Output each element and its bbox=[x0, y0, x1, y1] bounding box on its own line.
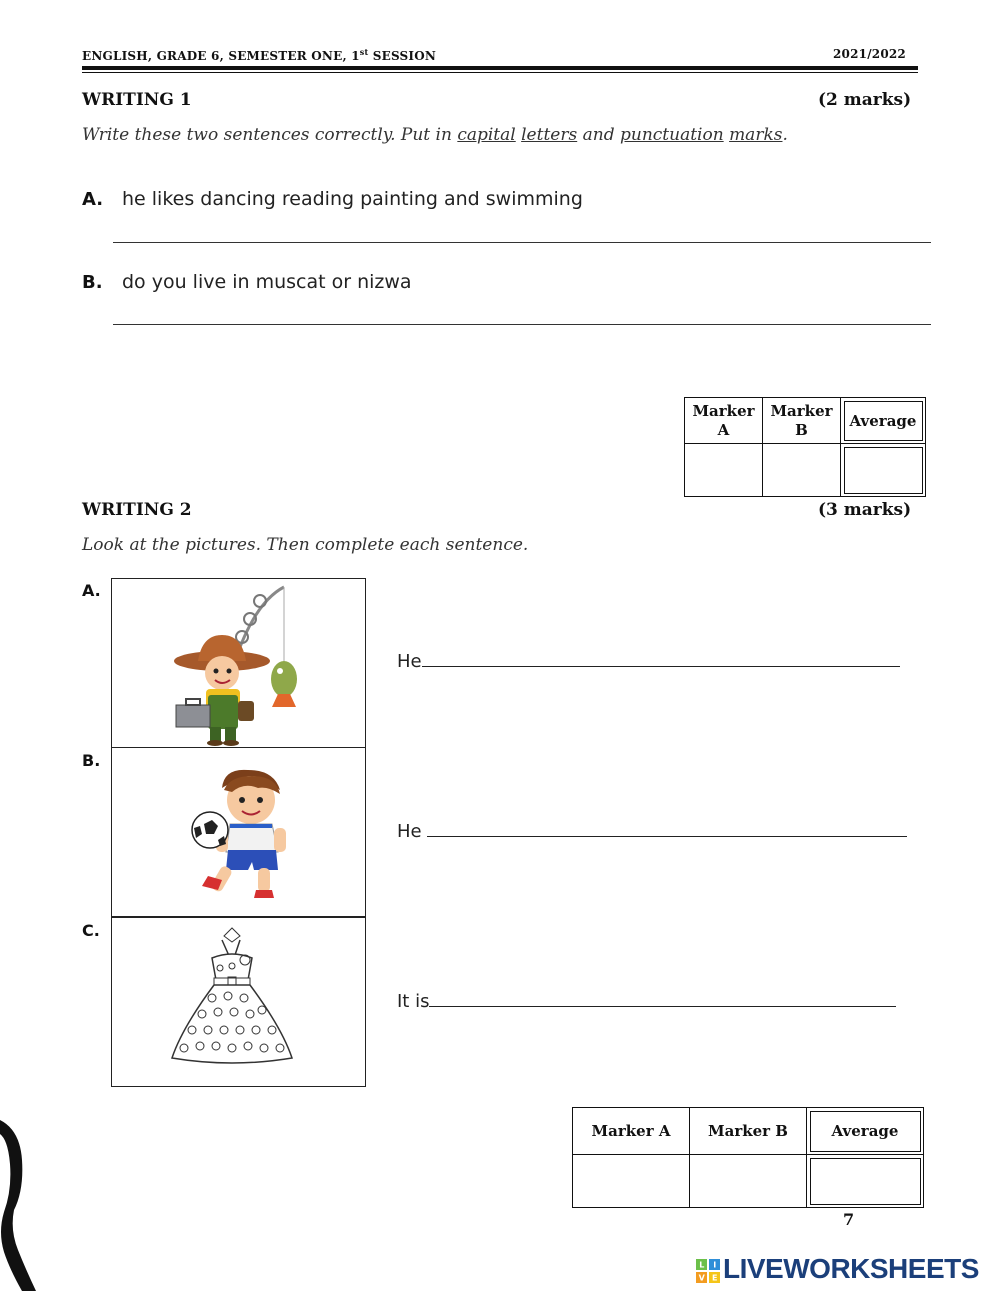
writing1-title: WRITING 1 bbox=[82, 90, 192, 110]
sentence-a-prompt: He bbox=[397, 651, 422, 672]
logo-letter: L bbox=[699, 1260, 704, 1270]
sentence-a-blank[interactable] bbox=[422, 652, 900, 667]
sentence-b bbox=[397, 821, 907, 842]
header-rule-thick bbox=[82, 66, 918, 70]
sentence-c bbox=[397, 991, 896, 1012]
logo-letter: V bbox=[698, 1273, 705, 1283]
marker-b-header: Marker B bbox=[690, 1108, 807, 1155]
marker-a-score-cell[interactable] bbox=[573, 1155, 690, 1208]
instruction-text: and bbox=[577, 125, 620, 145]
page-number: 7 bbox=[843, 1210, 855, 1229]
writing1-marks: (2 marks) bbox=[818, 90, 912, 110]
marker-b-score-cell[interactable] bbox=[690, 1155, 807, 1208]
marker-b-score-cell[interactable] bbox=[763, 444, 841, 497]
header-rule-thin bbox=[82, 72, 918, 73]
writing2-instruction: Look at the pictures. Then complete each sentence. bbox=[82, 535, 529, 555]
instruction-text: . bbox=[782, 125, 788, 145]
average-header: Average bbox=[807, 1108, 924, 1155]
marker-a-header bbox=[685, 398, 763, 444]
marker-b-line2: B bbox=[795, 420, 808, 439]
sentence-c-prompt: It is bbox=[397, 991, 430, 1012]
brand-text: LIVEWORKSHEETS bbox=[723, 1253, 979, 1284]
document-header-title bbox=[82, 47, 436, 63]
marker-b-line1: Marker bbox=[770, 401, 833, 420]
picture-b-label: B. bbox=[82, 751, 101, 770]
writing1-marks-table bbox=[684, 397, 926, 497]
writing2-marks-table bbox=[572, 1107, 924, 1208]
header-title-text: ENGLISH, GRADE 6, SEMESTER ONE, 1 bbox=[82, 49, 360, 63]
marker-a-line2: A bbox=[717, 420, 730, 439]
question-b-text: do you live in muscat or nizwa bbox=[122, 271, 412, 293]
picture-b-frame bbox=[111, 747, 366, 917]
liveworksheets-logo-icon bbox=[696, 1259, 720, 1283]
instruction-underlined-word: letters bbox=[521, 125, 578, 145]
question-a-text: he likes dancing reading painting and swimming bbox=[122, 188, 583, 210]
sentence-b-prompt: He bbox=[397, 821, 428, 842]
instruction-underlined-word: capital bbox=[457, 125, 516, 145]
average-score-cell[interactable] bbox=[807, 1155, 924, 1208]
liveworksheets-brand[interactable] bbox=[696, 1253, 979, 1285]
answer-line-b[interactable] bbox=[113, 324, 931, 325]
logo-letter: I bbox=[713, 1260, 716, 1270]
polka-dot-dress-illustration bbox=[112, 918, 365, 1086]
instruction-underlined-word: marks bbox=[729, 125, 783, 145]
question-a-label: A. bbox=[82, 189, 104, 210]
marker-a-line1: Marker bbox=[692, 401, 755, 420]
header-session-text: SESSION bbox=[368, 49, 437, 63]
marker-a-score-cell[interactable] bbox=[685, 444, 763, 497]
writing2-marks: (3 marks) bbox=[818, 500, 912, 520]
marker-b-header bbox=[763, 398, 841, 444]
writing1-instruction bbox=[82, 125, 788, 145]
answer-line-a[interactable] bbox=[113, 242, 931, 243]
logo-letter: E bbox=[712, 1273, 717, 1283]
document-header-year: 2021/2022 bbox=[833, 47, 906, 61]
marker-a-header: Marker A bbox=[573, 1108, 690, 1155]
writing2-title: WRITING 2 bbox=[82, 500, 192, 520]
instruction-text: Write these two sentences correctly. Put in bbox=[82, 125, 458, 145]
sentence-b-blank[interactable] bbox=[427, 822, 907, 837]
football-boy-illustration bbox=[112, 748, 365, 916]
average-score-cell[interactable] bbox=[841, 444, 926, 497]
fisherman-boy-illustration bbox=[112, 579, 365, 747]
picture-a-frame bbox=[111, 578, 366, 748]
margin-binding-mark bbox=[0, 1120, 45, 1291]
picture-a-label: A. bbox=[82, 581, 101, 600]
header-title-sup: st bbox=[359, 47, 369, 57]
average-header: Average bbox=[841, 398, 926, 444]
instruction-underlined-word: punctuation bbox=[619, 125, 724, 145]
sentence-c-blank[interactable] bbox=[429, 992, 896, 1007]
picture-c-label: C. bbox=[82, 921, 100, 940]
sentence-a bbox=[397, 651, 900, 672]
picture-c-frame bbox=[111, 917, 366, 1087]
question-b-label: B. bbox=[82, 272, 103, 293]
